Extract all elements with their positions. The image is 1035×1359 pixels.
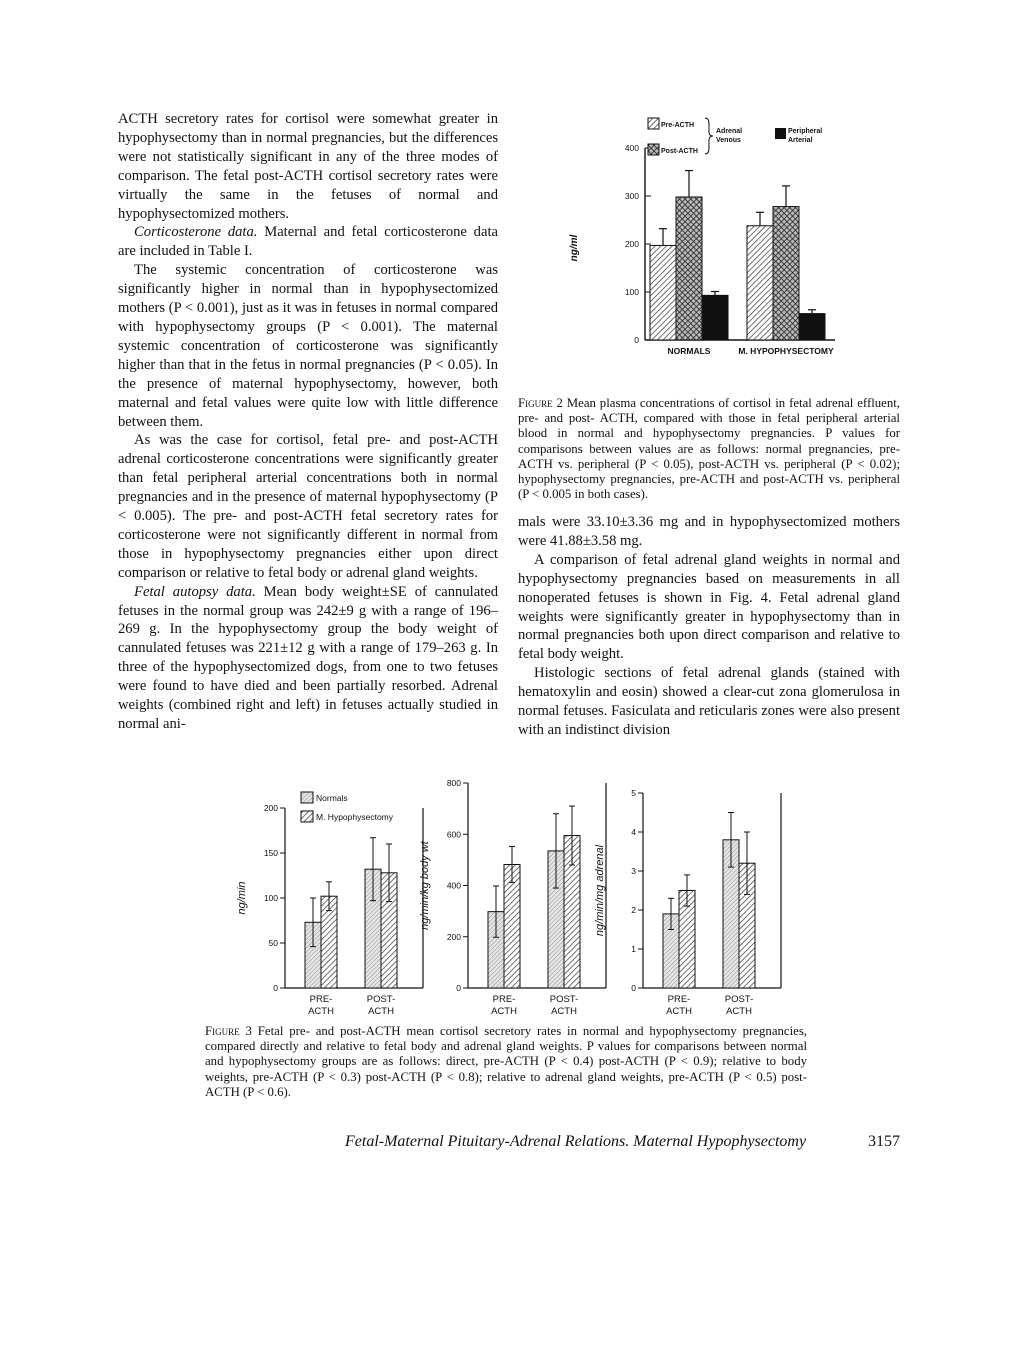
legend-label-arterial: Arterial: [788, 137, 813, 144]
y-tick-label: 200: [446, 931, 461, 942]
paragraph: [118, 583, 498, 734]
legend-label-pre: Pre-ACTH: [661, 122, 695, 129]
figure-3-panel: [419, 778, 606, 1017]
y-tick-label: 600: [446, 829, 461, 840]
figure-label: Figure 3: [205, 1024, 252, 1038]
y-axis-label: ng/min/mg adrenal: [594, 844, 606, 937]
y-tick-label: 400: [446, 880, 461, 891]
x-tick-label: ACTH: [308, 1006, 334, 1017]
y-tick-label: 100: [263, 893, 278, 903]
y-tick-label: 5: [631, 788, 636, 798]
y-axis-label: ng/min/kg body wt: [419, 841, 431, 930]
x-tick-label: NORMALS: [667, 346, 711, 356]
bar: [504, 864, 520, 988]
y-tick-label: 400: [624, 143, 639, 153]
legend-label-peripheral: Peripheral: [788, 128, 823, 135]
y-tick-label: 150: [263, 848, 278, 858]
y-tick-label: 2: [631, 905, 636, 915]
legend-swatch-normals: [301, 792, 313, 803]
x-tick-label: ACTH: [491, 1006, 517, 1017]
y-tick-label: 3: [631, 866, 636, 876]
y-tick-label: 100: [624, 287, 639, 297]
figure-3-chart: [225, 770, 805, 1020]
bar: [702, 295, 728, 340]
figure-3-panel: [594, 788, 781, 1017]
x-tick-label: POST-: [724, 994, 754, 1005]
running-title: Fetal-Maternal Pituitary-Adrenal Relations. Maternal Hypophysectomy: [345, 1133, 807, 1150]
y-axis-label: ng/ml: [569, 234, 580, 262]
y-tick-label: 0: [631, 983, 636, 993]
legend-label-normals: Normals: [316, 793, 348, 803]
paragraph: As was the case for cortisol, fetal pre- and post-ACTH adrenal corticosterone concentrations were significantly greater than fetal peripheral arterial concentrations both in normal pregnancies and in the presence of maternal hypophysectomy (P < 0.005). The pre- and post-ACTH fetal secretory rates for corticosterone were not significantly different in normal from those in hypophysectomy pregnancies either upon direct comparison or relative to fetal body or adrenal gland weights.: [118, 432, 498, 581]
left-text-column: [118, 110, 498, 734]
section-heading: Corticosterone data.: [134, 224, 258, 241]
y-tick-label: 0: [273, 983, 278, 993]
y-tick-label: 1: [631, 944, 636, 954]
page-footer: [345, 1133, 900, 1151]
bar: [650, 245, 676, 340]
paragraph: The systemic concentration of corticosterone was significantly higher in normal than in hypophysectomized mothers (P < 0.001), just as it was in fetuses in normal compared with hypophysectomy groups (P < 0.001). The maternal systemic concentration of corticosterone was significantly higher than that in the fetus in normal pregnancies (P < 0.05). In the presence of maternal hypophysectomy, however, both maternal and fetal values were quite low with little difference between them.: [118, 262, 498, 430]
legend-swatch-peripheral: [775, 128, 786, 139]
legend-swatch-post: [648, 144, 659, 155]
figure-3-panel: [236, 803, 423, 1017]
legend-brace: [705, 118, 713, 154]
figure-2-chart: [555, 108, 855, 360]
paragraph: ACTH secretory rates for cortisol were somewhat greater in hypophysectomy than in normal pregnancies, but the differences were not statistically significant in any of the three modes of comparison. The fetal post-ACTH cortisol secretory rates were virtually the same in the fetuses of normal and hypophysectomized mothers.: [118, 111, 498, 222]
figure-3-caption: [205, 1024, 807, 1100]
caption-text: Mean plasma concentrations of cortisol in fetal adrenal effluent, pre- and post- ACTH, compared with those in fetal peripheral arterial blood in normal and hypophysectomy pregnancies. P values for comparisons between values are as follows: normal pregnancies, pre-ACTH vs. peripheral (P < 0.05), post-ACTH vs. peripheral (P < 0.02); hypophysectomy pregnancies, pre-ACTH and post-ACTH vs. peripheral (P < 0.005 in both cases).: [518, 396, 900, 502]
bar: [676, 197, 702, 340]
legend-swatch-pre: [648, 118, 659, 129]
bar: [773, 207, 799, 340]
bar: [747, 226, 773, 340]
x-tick-label: PRE-: [309, 994, 333, 1005]
y-tick-label: 4: [631, 827, 636, 837]
figure-2-caption: [518, 396, 900, 502]
paragraph: Histologic sections of fetal adrenal glands (stained with hematoxylin and eosin) showed a clear-cut zona glomerulosa in normal fetuses. Fasiculata and reticularis zones were also present with an indistinct division: [518, 665, 900, 738]
x-tick-label: PRE-: [492, 994, 516, 1005]
x-tick-label: PRE-: [667, 994, 691, 1005]
y-tick-label: 200: [624, 239, 639, 249]
paragraph: A comparison of fetal adrenal gland weights in normal and hypophysectomy pregnancies based on measurements in all nonoperated fetuses is shown in Fig. 4. Fetal adrenal gland weights were significantly greater in hypophysectomy than in normal pregnancies both upon direct comparison and relative to fetal body weight.: [518, 551, 900, 663]
y-tick-label: 50: [268, 938, 278, 948]
y-tick-label: 300: [624, 191, 639, 201]
x-tick-label: ACTH: [726, 1006, 752, 1017]
y-tick-label: 800: [446, 778, 461, 788]
x-tick-label: ACTH: [551, 1006, 577, 1017]
legend-label-adrenal: Adrenal: [716, 128, 743, 135]
paragraph: mals were 33.10±3.36 mg and in hypophysectomized mothers were 41.88±3.58 mg.: [518, 514, 900, 549]
x-tick-label: M. HYPOPHYSECTOMY: [738, 346, 834, 356]
bar: [799, 314, 825, 340]
y-axis-label: ng/min: [236, 881, 248, 915]
right-text-column: [518, 513, 900, 740]
y-tick-label: 0: [456, 983, 461, 993]
y-tick-label: 200: [263, 803, 278, 813]
legend-swatch-hypophysectomy: [301, 811, 313, 822]
x-tick-label: POST-: [549, 994, 579, 1005]
y-tick-label: 0: [634, 335, 639, 345]
section-heading: Fetal autopsy data.: [134, 583, 256, 600]
x-tick-label: POST-: [366, 994, 396, 1005]
x-tick-label: ACTH: [368, 1006, 394, 1017]
legend-label-post: Post-ACTH: [661, 148, 698, 155]
page-number: 3157: [868, 1133, 900, 1150]
paragraph: [118, 223, 498, 261]
x-tick-label: ACTH: [666, 1006, 692, 1017]
legend-label-hypophysectomy: M. Hypophysectomy: [316, 812, 393, 822]
figure-label: Figure 2: [518, 396, 563, 410]
paragraph-text: Mean body weight±SE of cannulated fetuses in the normal group was 242±9 g with a range of 196–269 g. In the hypophysectomy group the body weight of cannulated fetuses was 221±12 g with a range of 179–263 g. In three of the hypophysectomized dogs, from one to two fetuses were found to have died and been partially resorbed. Adrenal weights (combined right and left) in fetuses actually studied in normal ani-: [118, 583, 498, 732]
paragraph-text: Maternal and fetal corticosterone data are included in Table I.: [118, 224, 498, 260]
legend-label-venous: Venous: [716, 137, 741, 144]
caption-text: Fetal pre- and post-ACTH mean cortisol secretory rates in normal and hypophysectomy pregnancies, compared directly and relative to fetal body and adrenal gland weights. P values for comparisons between normal and hypophysectomy groups are as follows: direct, pre-ACTH (P < 0.4) post-ACTH (P < 0.9); relative to body weights, pre-ACTH (P < 0.3) post-ACTH (P < 0.8); relative to adrenal gland weights, pre-ACTH (P < 0.5) post-ACTH (P < 0.6).: [205, 1024, 807, 1099]
